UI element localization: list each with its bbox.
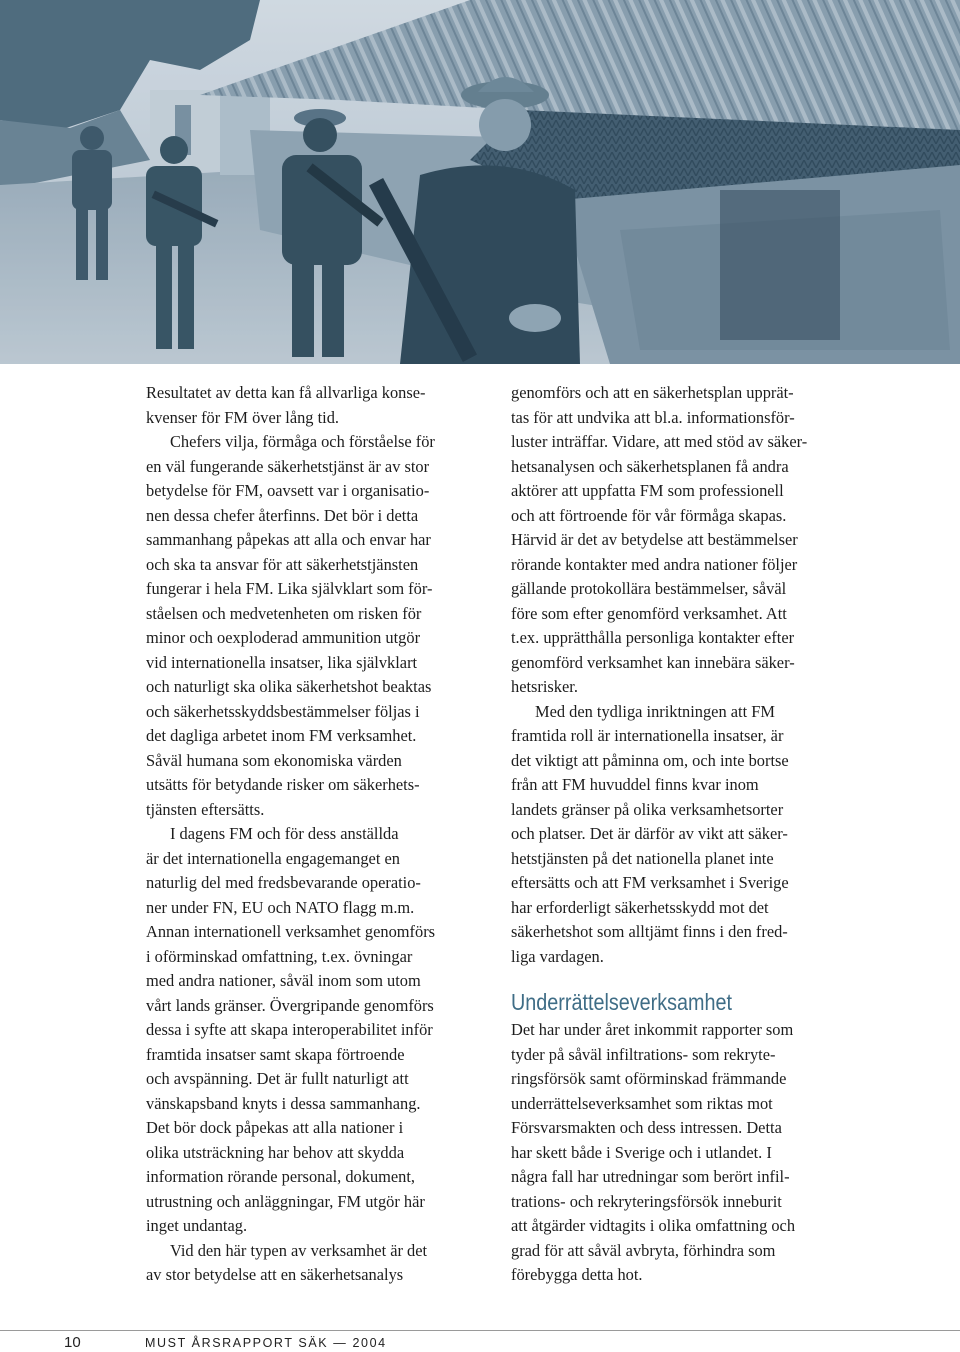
text-line: kvenser för FM över lång tid.	[146, 407, 340, 427]
text-line: och avspänning. Det är fullt naturligt att	[146, 1069, 409, 1088]
text-line: Resultatet av detta kan få allvarliga konse-	[146, 383, 426, 402]
text-line: av stor betydelse att en säkerhetsanalys	[146, 1265, 404, 1284]
text-line: och platser. Det är därför av vikt att säker-	[511, 824, 788, 843]
text-line: underrättelseverksamhet som riktas mot	[511, 1093, 773, 1113]
text-line: och att förtroende för vår förmåga skapas.	[511, 505, 787, 525]
text-line: betydelse för FM, oavsett var i organisatio-	[146, 481, 430, 500]
text-line: att åtgärder vidtagits i olika omfattning och	[511, 1216, 796, 1235]
text-line: Med den tydliga inriktningen att FM	[535, 701, 775, 721]
text-line: Härvid är det av betydelse att bestämmelser	[511, 530, 798, 549]
text-line: dessa i syfte att skapa interoperabilitet inför	[146, 1020, 433, 1039]
text-line: Såväl humana som ekonomiska värden	[146, 750, 402, 770]
text-line: I dagens FM och för dess anställda	[170, 824, 399, 843]
text-line: hetsanalysen och säkerhetsplanen få andra	[511, 456, 789, 476]
text-line: Chefers vilja, förmåga och förståelse för	[170, 432, 435, 451]
left-column	[146, 381, 486, 1288]
text-line: tjänsten eftersätts.	[146, 799, 265, 819]
text-line: landets gränser på olika verksamhetsorter	[511, 799, 784, 819]
paragraph	[146, 430, 486, 822]
text-line: har erforderligt säkerhetsskydd mot det	[511, 897, 769, 917]
text-line: med andra nationer, såväl inom som utom	[146, 971, 421, 990]
text-line: har skett både i Sverige och i utlandet. I	[511, 1142, 772, 1162]
text-line: minor och oexploderad ammunition utgör	[146, 628, 421, 647]
paragraph	[511, 381, 851, 700]
text-line: före som efter genomförd verksamhet. Att	[511, 603, 787, 623]
text-line: framtida roll är internationella insatser, är	[511, 726, 784, 745]
text-line: olika utsträckning har behov att skydda	[146, 1142, 405, 1162]
text-line: ringsförsök samt oförminskad främmande	[511, 1069, 787, 1088]
right-column-body	[511, 381, 851, 969]
text-line: ner under FN, EU och NATO flagg m.m.	[146, 897, 415, 917]
section-heading: Underrättelseverksamhet	[511, 989, 732, 1015]
text-line: eftersätts och att FM verksamhet i Sverige	[511, 873, 789, 892]
text-line: information rörande personal, dokument,	[146, 1167, 416, 1186]
text-line: Vid den här typen av verksamhet är det	[170, 1240, 428, 1260]
text-line: några fall har utredningar som berört infil-	[511, 1167, 790, 1186]
text-line: förebygga detta hot.	[511, 1265, 643, 1284]
running-title: MUST ÅRSRAPPORT SÄK — 2004	[145, 1336, 387, 1350]
text-line: utrustning och anläggningar, FM utgör här	[146, 1191, 425, 1211]
text-line: och säkerhetsskyddsbestämmelser följas i	[146, 701, 420, 721]
text-line: ståelsen och medvetenheten om risken för	[146, 603, 422, 623]
text-line: Försvarsmakten och dess intressen. Detta	[511, 1118, 782, 1137]
text-line: säkerhetshot som alltjämt finns i den fred-	[511, 922, 788, 941]
text-line: vårt lands gränser. Övergripande genomförs	[146, 995, 434, 1015]
text-line: aktörer att uppfatta FM som professionell	[511, 481, 784, 500]
section-body	[511, 1018, 851, 1288]
text-line: en väl fungerande säkerhetstjänst är av stor	[146, 456, 430, 476]
paragraph	[146, 822, 486, 1239]
text-line: vid internationella insatser, lika självklart	[146, 652, 418, 672]
text-line: naturlig del med fredsbevarande operatio-	[146, 873, 421, 892]
header-photo	[0, 0, 960, 364]
right-column	[511, 381, 851, 1288]
page-number: 10	[64, 1334, 81, 1351]
text-line: grad för att såväl avbryta, förhindra som	[511, 1240, 776, 1260]
text-line: trations- och rekryteringsförsök inneburit	[511, 1191, 782, 1211]
text-line: rörande kontakter med andra nationer följer	[511, 554, 798, 574]
paragraph	[511, 1018, 851, 1288]
text-line: genomförs och att en säkerhetsplan upprät-	[511, 383, 794, 402]
text-line: gällande protokollära bestämmelser, såväl	[511, 579, 787, 598]
text-line: Annan internationell verksamhet genomförs	[146, 922, 436, 941]
text-line: t.ex. upprätthålla personliga kontakter efter	[511, 628, 795, 647]
soldiers-patrol-image	[0, 0, 960, 364]
text-line: nen dessa chefer återfinns. Det bör i detta	[146, 505, 419, 525]
text-line: och ska ta ansvar för att säkerhetstjänsten	[146, 554, 419, 574]
text-line: tyder på såväl infiltrations- som rekryte-	[511, 1044, 776, 1064]
text-line: det dagliga arbetet inom FM verksamhet.	[146, 726, 417, 745]
text-line: Det bör dock påpekas att alla nationer i	[146, 1118, 404, 1137]
text-line: framtida insatser samt skapa förtroende	[146, 1044, 405, 1064]
text-line: och naturligt ska olika säkerhetshot beaktas	[146, 677, 432, 696]
text-line: i oförminskad omfattning, t.ex. övningar	[146, 946, 413, 966]
text-line: utsätts för betydande risker om säkerhets-	[146, 775, 420, 794]
text-line: fungerar i hela FM. Lika självklart som för-	[146, 579, 433, 598]
text-line: Det har under året inkommit rapporter som	[511, 1020, 794, 1039]
text-line: det viktigt att påminna om, och inte bortse	[511, 750, 789, 770]
text-line: inget undantag.	[146, 1216, 248, 1235]
paragraph	[511, 700, 851, 970]
footer-rule	[0, 1330, 960, 1331]
text-line: sammanhang påpekas att alla och envar har	[146, 530, 431, 549]
text-line: vänskapsband knyts i dessa sammanhang.	[146, 1093, 421, 1113]
paragraph	[146, 381, 486, 430]
text-line: hetstjänsten på det nationella planet inte	[511, 848, 774, 868]
text-line: tas för att undvika att bl.a. informationsför-	[511, 407, 795, 427]
text-line: liga vardagen.	[511, 946, 604, 966]
text-line: är det internationella engagemanget en	[146, 848, 400, 868]
text-line: luster inträffar. Vidare, att med stöd av säker-	[511, 432, 808, 451]
text-line: från att FM huvuddel finns kvar inom	[511, 775, 759, 794]
text-line: hetsrisker.	[511, 677, 578, 696]
paragraph	[146, 1239, 486, 1288]
text-line: genomförd verksamhet kan innebära säker-	[511, 652, 795, 672]
